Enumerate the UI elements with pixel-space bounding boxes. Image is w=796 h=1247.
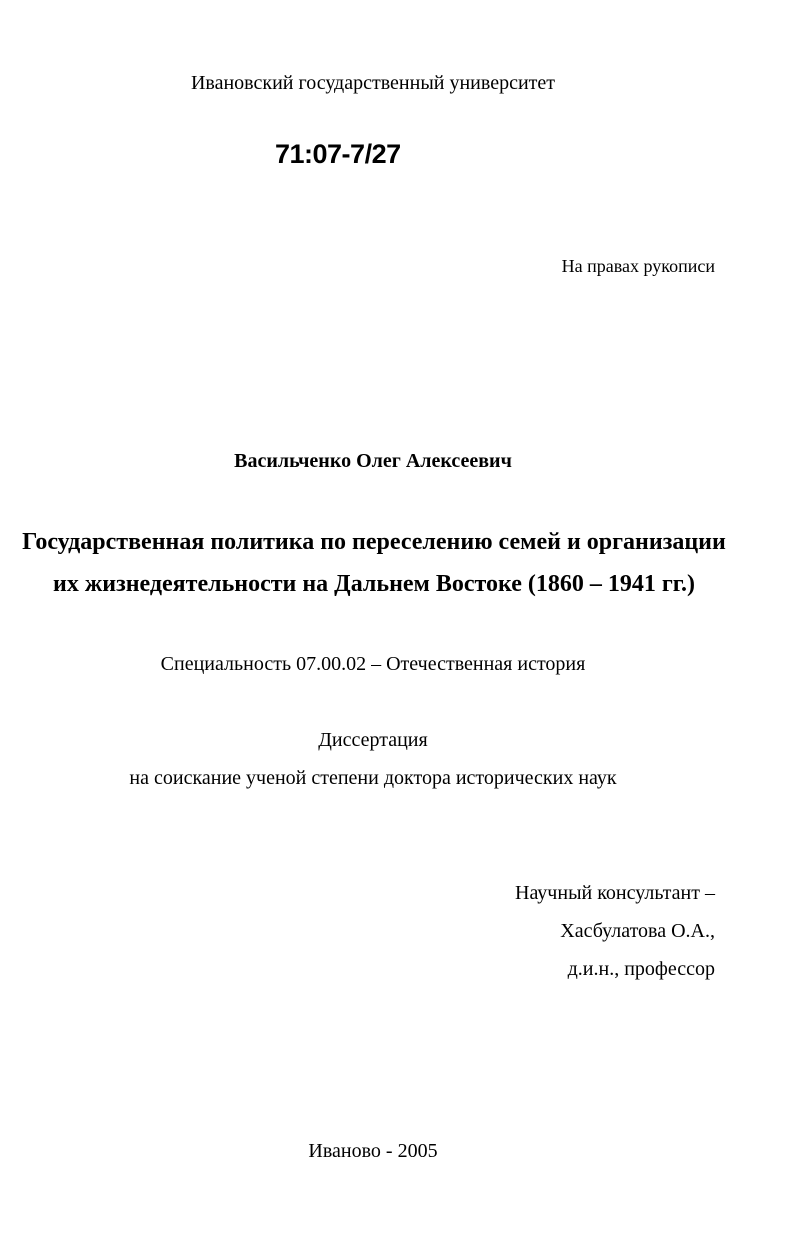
- title-line-2: их жизнедеятельности на Дальнем Востоке (1860 – 1941 гг.): [53, 571, 695, 597]
- dissertation-type: Диссертация: [318, 729, 428, 751]
- place-year: Иваново - 2005: [308, 1140, 438, 1162]
- title-line-1: Государственная политика по переселению семей и организации: [22, 529, 726, 555]
- university-name: Ивановский государственный университет: [190, 72, 556, 94]
- advisor-role: Научный консультант –: [515, 882, 715, 904]
- specialty: Специальность 07.00.02 – Отечественная история: [160, 653, 586, 675]
- rights-notice: На правах рукописи: [561, 256, 715, 276]
- scientific-advisor: [515, 874, 715, 988]
- dissertation-degree: на соискание ученой степени доктора исторических наук: [129, 767, 617, 789]
- author-name: Васильченко Олег Алексеевич: [234, 450, 512, 472]
- dissertation-title: [0, 521, 748, 605]
- catalog-code: 71:07-7/27: [275, 139, 401, 169]
- advisor-name: Хасбулатова О.А.,: [560, 920, 715, 942]
- advisor-credentials: д.и.н., профессор: [567, 958, 715, 980]
